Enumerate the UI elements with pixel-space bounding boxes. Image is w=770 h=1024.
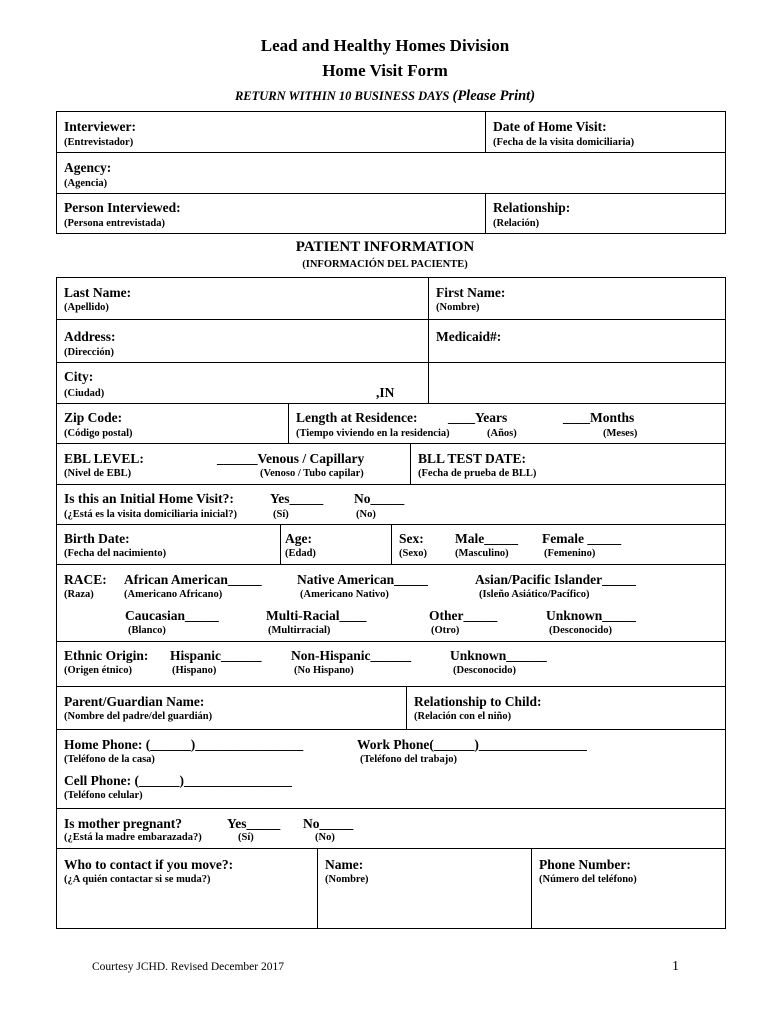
home-phone-field: Home Phone: (______)________________ [64, 737, 304, 752]
first-name-label-es: (Nombre) [436, 302, 480, 313]
pregnant-yes: Yes_____ [227, 816, 281, 831]
divider [56, 152, 726, 153]
race-african-american-es: (Americano Africano) [124, 589, 223, 600]
ebl-label-es: (Nivel de EBL) [64, 468, 132, 479]
ethnic-unknown: Unknown______ [450, 648, 547, 663]
race-asian-pacific: Asian/Pacific Islander_____ [475, 572, 636, 587]
residence-label-es: (Tiempo viviendo en la residencia) [296, 428, 450, 439]
race-multi-racial: Multi-Racial____ [266, 608, 367, 623]
pregnant-no-es: (No) [315, 832, 335, 843]
race-other-es: (Otro) [431, 625, 460, 636]
relationship-child-label: Relationship to Child: [414, 694, 542, 709]
division-title: Lead and Healthy Homes Division [260, 36, 510, 55]
mother-pregnant-label: Is mother pregnant? [64, 816, 183, 831]
female-option: Female _____ [542, 531, 622, 546]
age-label-es: (Edad) [285, 548, 316, 559]
city-label-es: (Ciudad) [64, 388, 105, 399]
pregnant-no: No_____ [303, 816, 354, 831]
work-phone-label-es: (Teléfono del trabajo) [360, 754, 458, 765]
contact-phone-label-es: (Número del teléfono) [539, 874, 637, 885]
cell-phone-label-es: (Teléfono celular) [64, 790, 143, 801]
mother-pregnant-label-es: (¿Está la madre embarazada?) [64, 832, 202, 843]
years-label-es: (Años) [487, 428, 517, 439]
race-other: Other_____ [429, 608, 498, 623]
sex-label-es: (Sexo) [399, 548, 427, 559]
divider [56, 193, 726, 194]
work-phone-field: Work Phone(______)________________ [357, 737, 587, 752]
pregnant-yes-es: (Sí) [238, 832, 254, 843]
divider [288, 403, 289, 443]
first-name-label: First Name: [436, 285, 506, 300]
agency-label-es: (Agencia) [64, 178, 108, 189]
cell-phone-field: Cell Phone: (______)________________ [64, 773, 292, 788]
bll-date-label-es: (Fecha de prueba de BLL) [418, 468, 537, 479]
divider [485, 193, 486, 234]
address-label: Address: [64, 329, 116, 344]
divider [56, 564, 726, 565]
divider [531, 848, 532, 929]
sex-label: Sex: [399, 531, 424, 546]
male-option: Male_____ [455, 531, 518, 546]
race-native-american: Native American_____ [297, 572, 428, 587]
date-visit-label-es: (Fecha de la visita domiciliaria) [493, 137, 635, 148]
relationship-label: Relationship: [493, 200, 571, 215]
ethnic-hispanic: Hispanic______ [170, 648, 262, 663]
initial-visit-yes-es: (Sí) [273, 509, 289, 520]
race-african-american: African American_____ [124, 572, 262, 587]
bll-date-label: BLL TEST DATE: [418, 451, 527, 466]
venous-capillary-label-es: (Venoso / Tubo capilar) [260, 468, 364, 479]
agency-label: Agency: [64, 160, 112, 175]
divider [56, 686, 726, 687]
divider [56, 729, 726, 730]
contact-move-label: Who to contact if you move?: [64, 857, 234, 872]
divider [56, 443, 726, 444]
last-name-label-es: (Apellido) [64, 302, 109, 313]
divider [56, 319, 726, 320]
interviewer-label: Interviewer: [64, 119, 136, 134]
contact-name-label-es: (Nombre) [325, 874, 369, 885]
divider [56, 808, 726, 809]
ethnic-hispanic-es: (Hispano) [172, 665, 217, 676]
patient-info-title-es: (INFORMACIÓN DEL PACIENTE) [302, 259, 468, 270]
city-label: City: [64, 369, 94, 384]
months-field: ____Months [563, 410, 635, 425]
female-option-es: (Femenino) [544, 548, 596, 559]
race-asian-pacific-es: (Isleño Asiático/Pacífico) [479, 589, 590, 600]
birth-date-label: Birth Date: [64, 531, 130, 546]
race-label: RACE: [64, 572, 107, 587]
relationship-label-es: (Relación) [493, 218, 540, 229]
zip-label-es: (Código postal) [64, 428, 133, 439]
contact-move-label-es: (¿A quién contactar si se muda?) [64, 874, 211, 885]
address-label-es: (Dirección) [64, 347, 114, 358]
interviewer-label-es: (Entrevistador) [64, 137, 134, 148]
initial-visit-label: Is this an Initial Home Visit?: [64, 491, 234, 506]
form-title: Home Visit Form [322, 61, 448, 80]
divider [485, 111, 486, 152]
birth-date-label-es: (Fecha del nacimiento) [64, 548, 167, 559]
ethnic-unknown-es: (Desconocido) [453, 665, 516, 676]
divider [56, 848, 726, 849]
state-label: ,IN [376, 385, 395, 400]
return-notice [0, 88, 770, 105]
initial-visit-no: No_____ [354, 491, 405, 506]
patient-info-title: PATIENT INFORMATION [295, 239, 475, 255]
initial-visit-label-es: (¿Está es la visita domiciliaria inicial?) [64, 509, 237, 520]
last-name-label: Last Name: [64, 285, 132, 300]
race-caucasian: Caucasian_____ [125, 608, 219, 623]
venous-capillary-field: ______Venous / Capillary [217, 451, 365, 466]
divider [410, 443, 411, 484]
zip-label: Zip Code: [64, 410, 123, 425]
return-notice-text: RETURN WITHIN 10 BUSINESS DAYS [234, 89, 450, 103]
home-phone-label-es: (Teléfono de la casa) [64, 754, 155, 765]
race-unknown: Unknown_____ [546, 608, 637, 623]
race-multi-racial-es: (Multirracial) [268, 625, 331, 636]
residence-label: Length at Residence: [296, 410, 418, 425]
ethnic-non-hispanic: Non-Hispanic______ [291, 648, 412, 663]
initial-visit-yes: Yes_____ [270, 491, 324, 506]
male-option-es: (Masculino) [455, 548, 509, 559]
race-caucasian-es: (Blanco) [128, 625, 166, 636]
divider [391, 524, 392, 564]
race-native-american-es: (Americano Nativo) [300, 589, 389, 600]
divider [56, 641, 726, 642]
initial-visit-no-es: (No) [356, 509, 376, 520]
divider [428, 277, 429, 403]
relationship-child-label-es: (Relación con el niño) [414, 711, 512, 722]
age-label: Age: [285, 531, 312, 546]
divider [56, 403, 726, 404]
medicaid-label: Medicaid#: [436, 329, 502, 344]
page-number: 1 [672, 959, 679, 974]
ebl-label: EBL LEVEL: [64, 451, 144, 466]
race-label-es: (Raza) [64, 589, 94, 600]
ethnic-origin-label-es: (Origen étnico) [64, 665, 132, 676]
months-label-es: (Meses) [603, 428, 638, 439]
divider [56, 484, 726, 485]
divider [280, 524, 281, 564]
guardian-name-label: Parent/Guardian Name: [64, 694, 205, 709]
contact-phone-label: Phone Number: [539, 857, 631, 872]
contact-name-label: Name: [325, 857, 364, 872]
person-label-es: (Persona entrevistada) [64, 218, 165, 229]
please-print-text: (Please Print) [452, 88, 536, 104]
divider [317, 848, 318, 929]
years-field: ____Years [448, 410, 508, 425]
guardian-name-label-es: (Nombre del padre/del guardián) [64, 711, 213, 722]
person-label: Person Interviewed: [64, 200, 181, 215]
ethnic-non-hispanic-es: (No Hispano) [294, 665, 354, 676]
divider [56, 362, 726, 363]
race-unknown-es: (Desconocido) [549, 625, 612, 636]
ethnic-origin-label: Ethnic Origin: [64, 648, 149, 663]
divider [406, 686, 407, 729]
date-visit-label: Date of Home Visit: [493, 119, 607, 134]
footer-courtesy: Courtesy JCHD. Revised December 2017 [92, 961, 284, 973]
